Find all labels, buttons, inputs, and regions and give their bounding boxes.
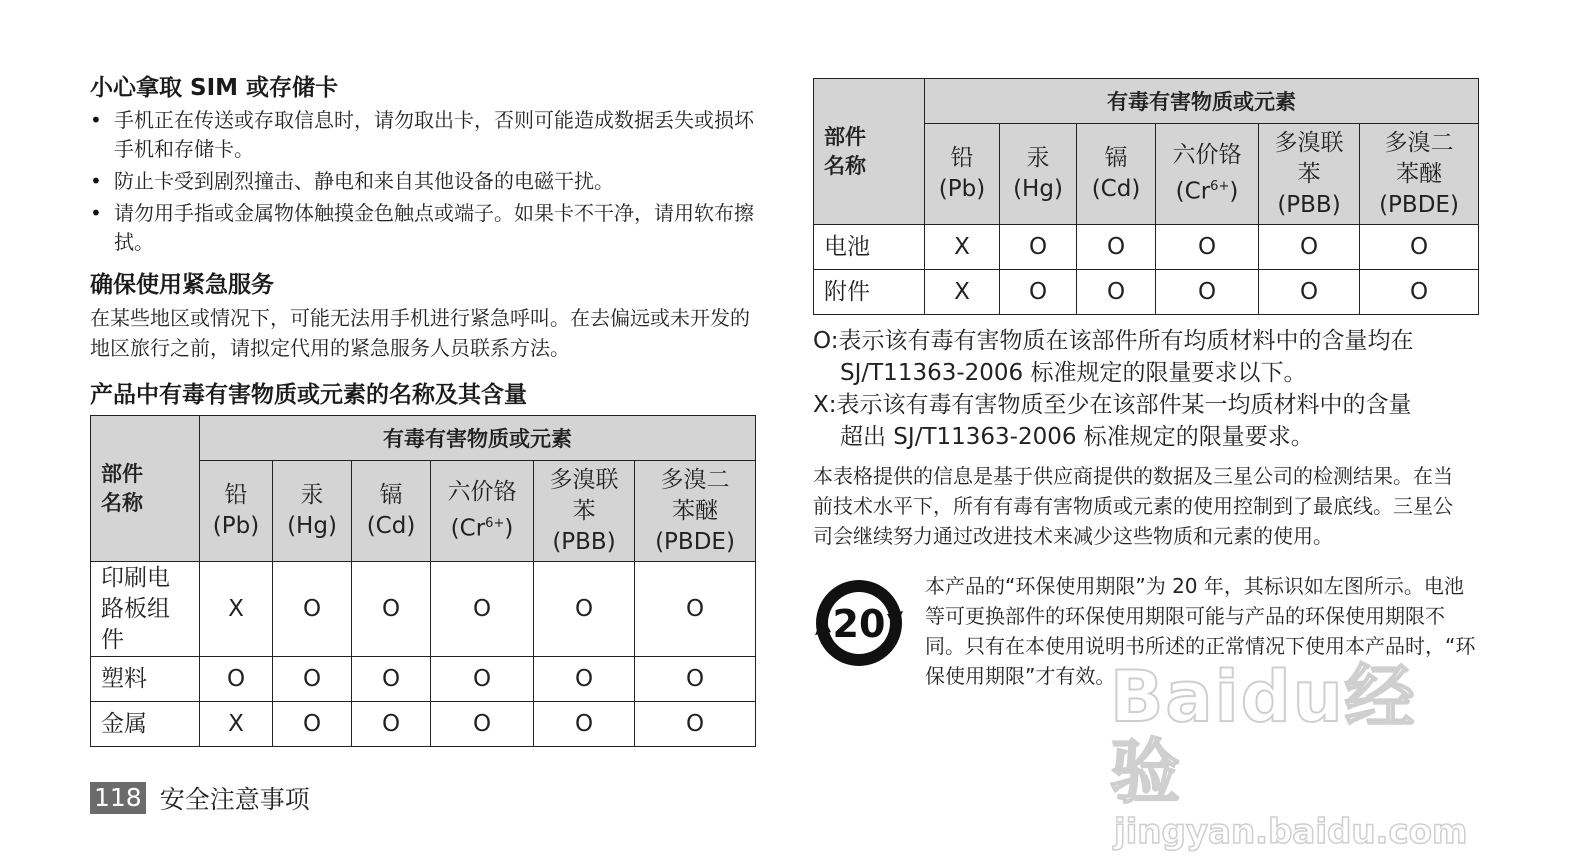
note-x: X:表示该有毒有害物质至少在该部件某一均质材料中的含量 超出 SJ/T11363-2006 标准规定的限量要求。 — [813, 392, 1412, 450]
table-cell: O — [273, 562, 352, 657]
element-header-hg: 汞 (Hg) — [273, 461, 352, 562]
legend-notes — [813, 325, 1481, 453]
table-cell: O — [352, 702, 431, 747]
watermark-sub: jingyan.baidu.com — [1114, 812, 1468, 852]
element-header-pbb: 多溴联 苯 (PBB) — [1259, 124, 1360, 225]
part-name-header: 部件 名称 — [814, 79, 925, 225]
row-name: 印刷电 路板组 件 — [91, 562, 200, 657]
table-row — [814, 225, 1479, 270]
table-cell: O — [1000, 225, 1077, 270]
watermark-main: Baidu经验 — [1110, 656, 1417, 813]
table-cell: O — [431, 562, 534, 657]
element-header-cr6: 六价铬 $(Cr^{6+})$ — [431, 461, 534, 562]
element-header-cr6: 六价铬 $(Cr^{6+})$ — [1156, 124, 1259, 225]
table-cell: O — [1360, 270, 1479, 315]
table-cell: O — [1077, 270, 1156, 315]
table-cell: O — [1360, 225, 1479, 270]
table-cell: O — [431, 702, 534, 747]
table-cell: X — [200, 702, 273, 747]
list-item: • 请勿用手指或金属物体触摸金色触点或端子。如果卡不干净，请用软布擦拭。 — [90, 199, 758, 257]
element-header-hg: 汞 (Hg) — [1000, 124, 1077, 225]
right-column — [813, 78, 1481, 711]
note-o: O:表示该有毒有害物质在该部件所有均质材料中的含量均在 SJ/T11363-2006 标准规定的限量要求以下。 — [813, 328, 1414, 386]
table-cell: O — [273, 657, 352, 702]
table-cell: O — [1156, 225, 1259, 270]
table-cell: O — [352, 562, 431, 657]
table-cell: O — [534, 562, 635, 657]
table-cell: O — [1259, 225, 1360, 270]
table-row — [91, 562, 756, 657]
table-cell: X — [925, 225, 1000, 270]
baidu-watermark — [1110, 656, 1480, 852]
element-header-pbde: 多溴二 苯醚 (PBDE) — [635, 461, 756, 562]
emergency-text: 在某些地区或情况下，可能无法用手机进行紧急呼叫。在去偏远或未开发的地区旅行之前，请拟定代用的紧急服务人员联系方法。 — [90, 306, 750, 360]
table-cell: O — [1077, 225, 1156, 270]
left-column — [90, 72, 758, 747]
table-cell: O — [352, 657, 431, 702]
table-row — [814, 270, 1479, 315]
table-cell: O — [635, 657, 756, 702]
element-header-pb: 铅 (Pb) — [200, 461, 273, 562]
row-name: 附件 — [814, 270, 925, 315]
page-footer — [90, 781, 310, 815]
table-cell: O — [431, 657, 534, 702]
hazard-table-right — [813, 78, 1479, 315]
table-cell: O — [1000, 270, 1077, 315]
emergency-section-title: 确保使用紧急服务 — [90, 272, 274, 298]
page-number: 118 — [90, 782, 146, 814]
info-text: 本表格提供的信息是基于供应商提供的数据及三星公司的检测结果。在当前技术水平下，所有有毒有害物质或元素的使用控制到了最底线。三星公司会继续努力通过改进技术来减少这些物质和元素的使用。 — [813, 464, 1453, 548]
table-cell: X — [925, 270, 1000, 315]
eco-period-text: 本产品的“环保使用期限”为 20 年，其标识如左图所示。电池等可更换部件的环保使用期限可能与产品的环保使用期限不同。只有在本使用说明书所述的正常情况下使用本产品时，“环保使用期限”才有效。 — [925, 574, 1476, 688]
element-header-pb: 铅 (Pb) — [925, 124, 1000, 225]
table-row — [91, 702, 756, 747]
logo-number: 20 — [832, 602, 886, 646]
table-cell: O — [273, 702, 352, 747]
row-name: 金属 — [91, 702, 200, 747]
table-cell: X — [200, 562, 273, 657]
footer-section-title: 安全注意事项 — [159, 785, 310, 814]
sim-section-title: 小心拿取 SIM 或存储卡 — [90, 75, 339, 101]
table-row — [91, 657, 756, 702]
list-item: • 防止卡受到剧烈撞击、静电和来自其他设备的电磁干扰。 — [90, 167, 758, 196]
element-header-pbb: 多溴联 苯 (PBB) — [534, 461, 635, 562]
table-cell: O — [635, 562, 756, 657]
element-header-pbde: 多溴二 苯醚 (PBDE) — [1360, 124, 1479, 225]
table-cell: O — [1259, 270, 1360, 315]
eco-period-20-icon — [813, 577, 905, 669]
part-name-header: 部件 名称 — [91, 416, 200, 562]
element-header-cd: 镉 (Cd) — [1077, 124, 1156, 225]
list-item: • 手机正在传送或存取信息时，请勿取出卡，否则可能造成数据丢失或损坏手机和存储卡。 — [90, 106, 758, 164]
element-header-cd: 镉 (Cd) — [352, 461, 431, 562]
table-cell: O — [1156, 270, 1259, 315]
table-cell: O — [534, 702, 635, 747]
substance-group-header: 有毒有害物质或元素 — [200, 416, 756, 461]
table-cell: O — [635, 702, 756, 747]
substance-group-header: 有毒有害物质或元素 — [925, 79, 1479, 124]
hazard-table-left — [90, 415, 756, 747]
row-name: 塑料 — [91, 657, 200, 702]
table-cell: O — [534, 657, 635, 702]
table-cell: O — [200, 657, 273, 702]
hazard-section-title: 产品中有毒有害物质或元素的名称及其含量 — [90, 382, 527, 408]
row-name: 电池 — [814, 225, 925, 270]
sim-bullet-list — [90, 106, 758, 257]
